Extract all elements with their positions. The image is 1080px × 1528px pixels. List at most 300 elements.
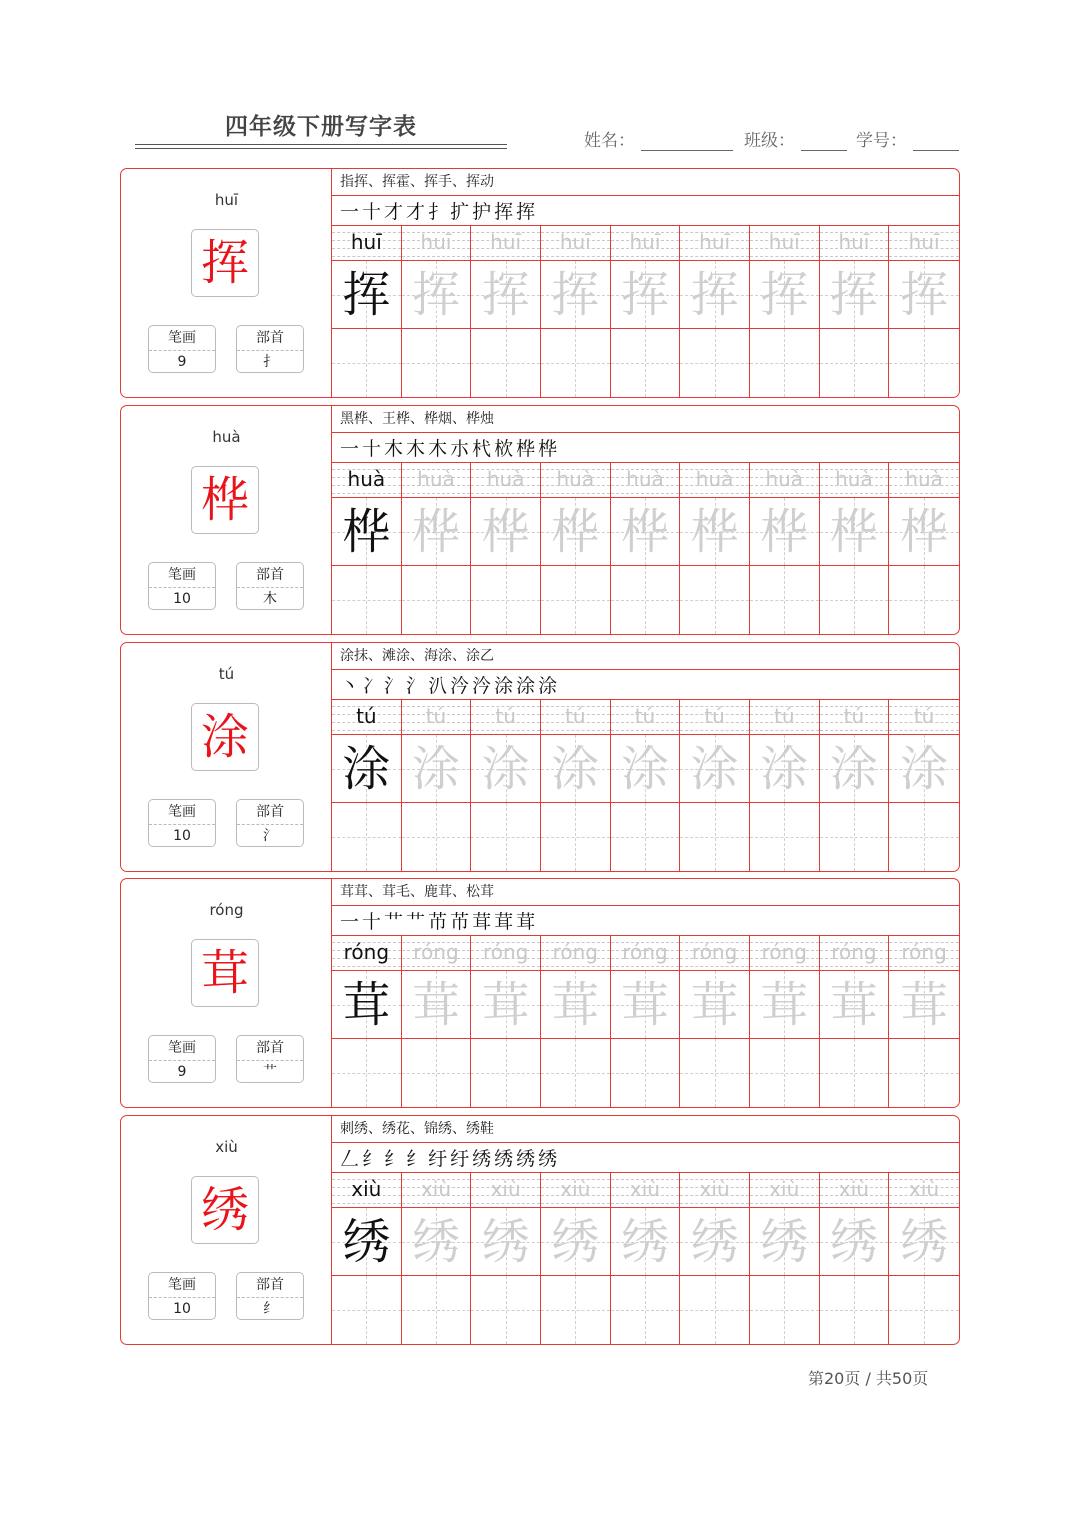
- practice-grid: [332, 1173, 959, 1344]
- pinyin-cell[interactable]: [889, 1173, 959, 1208]
- blank-tian-grid-cell[interactable]: [402, 329, 471, 397]
- character-card: [120, 1115, 960, 1345]
- blank-tian-grid-cell[interactable]: [750, 329, 819, 397]
- title-underline-double: [135, 148, 507, 149]
- blank-tian-grid-cell[interactable]: [680, 566, 749, 634]
- pinyin-cell[interactable]: [402, 936, 471, 971]
- pinyin-trace: róng: [552, 940, 598, 964]
- pinyin-trace: tú: [495, 704, 516, 728]
- tian-grid-cell[interactable]: [680, 1208, 749, 1276]
- char-trace: 挥: [481, 266, 530, 323]
- pinyin-trace: róng: [761, 940, 807, 964]
- tian-grid-cell[interactable]: [750, 735, 819, 803]
- stroke-order-step: 汃: [428, 675, 448, 697]
- char-display: 茸: [191, 939, 259, 1007]
- tian-grid-cell[interactable]: [611, 261, 680, 329]
- char-display: 挥: [191, 229, 259, 297]
- pinyin-trace: tú: [843, 704, 865, 728]
- stroke-order-step: 一: [340, 201, 360, 223]
- stroke-order-step: 氵: [384, 675, 404, 697]
- tian-grid-cell[interactable]: [680, 735, 749, 803]
- pinyin-cell[interactable]: [889, 936, 959, 971]
- practice-column: [332, 936, 402, 1107]
- char-model: 桦: [342, 503, 391, 560]
- char-trace: 挥: [411, 266, 460, 323]
- radical-label: 部首: [237, 563, 303, 588]
- blank-tian-grid-cell[interactable]: [471, 1276, 540, 1344]
- stroke-order-step: 十: [362, 438, 382, 460]
- stroke-order-step: 扌: [428, 201, 448, 223]
- char-trace: 挥: [900, 266, 949, 323]
- char-trace: 绣: [690, 1213, 739, 1270]
- tian-grid-cell[interactable]: [611, 735, 680, 803]
- page-number: 第20页 / 共50页: [808, 1369, 929, 1388]
- stroke-order-step: 绣: [472, 1148, 492, 1170]
- stroke-order-step: 艹: [384, 911, 404, 933]
- pinyin-cell[interactable]: [332, 1173, 401, 1208]
- practice-column: [402, 1173, 472, 1344]
- blank-tian-grid-cell[interactable]: [889, 329, 959, 397]
- tian-grid-cell[interactable]: [541, 498, 610, 566]
- radical-box: [236, 562, 304, 610]
- blank-tian-grid-cell[interactable]: [332, 803, 401, 871]
- pinyin-trace: huī: [420, 230, 452, 254]
- stroke-order-step: 汵: [450, 675, 470, 697]
- blank-tian-grid-cell[interactable]: [402, 1276, 471, 1344]
- worksheet-header: [0, 0, 1080, 160]
- pinyin-cell[interactable]: [471, 1173, 540, 1208]
- char-trace: 桦: [551, 503, 600, 560]
- stroke-order-step: 绣: [516, 1148, 536, 1170]
- stroke-order-step: 茸: [516, 911, 536, 933]
- blank-tian-grid-cell[interactable]: [820, 1276, 889, 1344]
- stroke-count-box: [148, 799, 216, 847]
- stroke-order-step: 绣: [494, 1148, 514, 1170]
- char-display: 绣: [191, 1176, 259, 1244]
- pinyin-cell[interactable]: [402, 1173, 471, 1208]
- pinyin-trace: xiù: [420, 1177, 452, 1201]
- tian-grid-cell[interactable]: [750, 261, 819, 329]
- tian-grid-cell[interactable]: [820, 261, 889, 329]
- pinyin-cell[interactable]: [332, 936, 401, 971]
- name-field[interactable]: [584, 126, 733, 151]
- pinyin-cell[interactable]: [402, 700, 471, 735]
- pinyin-trace: róng: [691, 940, 738, 964]
- practice-column: [402, 463, 472, 634]
- character-card: [120, 878, 960, 1108]
- tian-grid-cell[interactable]: [889, 498, 959, 566]
- char-trace: 挥: [690, 266, 739, 323]
- pinyin-trace: róng: [482, 940, 529, 964]
- stroke-order-step: 桦: [538, 438, 558, 460]
- stroke-count-value: 10: [173, 828, 191, 844]
- pinyin-cell[interactable]: [889, 226, 959, 261]
- stroke-order-step: 杙: [472, 438, 492, 460]
- pinyin-trace: róng: [831, 940, 877, 964]
- blank-tian-grid-cell[interactable]: [541, 1039, 610, 1107]
- radical-label: 部首: [237, 1273, 303, 1298]
- stroke-count-label: 笔画: [149, 1273, 215, 1298]
- blank-tian-grid-cell[interactable]: [541, 1276, 610, 1344]
- tian-grid-cell[interactable]: [750, 498, 819, 566]
- practice-column: [611, 936, 681, 1107]
- student-id-blank[interactable]: [913, 132, 959, 151]
- pinyin-cell[interactable]: [680, 226, 749, 261]
- char-trace: 桦: [900, 503, 949, 560]
- stroke-order-step: 十: [362, 911, 382, 933]
- student-id-field[interactable]: [856, 126, 959, 151]
- char-trace: 绣: [551, 1213, 600, 1270]
- tian-grid-cell[interactable]: [889, 1208, 959, 1276]
- tian-grid-cell[interactable]: [820, 498, 889, 566]
- pinyin-cell[interactable]: [611, 226, 680, 261]
- practice-column: [611, 1173, 681, 1344]
- radical-box: [236, 1035, 304, 1083]
- blank-tian-grid-cell[interactable]: [471, 1039, 540, 1107]
- pinyin-cell[interactable]: [611, 463, 680, 498]
- pinyin-cell[interactable]: [611, 700, 680, 735]
- blank-tian-grid-cell[interactable]: [889, 566, 959, 634]
- stroke-order-row: [332, 906, 959, 936]
- pinyin-cell[interactable]: [541, 463, 610, 498]
- tian-grid-cell[interactable]: [680, 971, 749, 1039]
- pinyin-trace: xiù: [909, 1177, 940, 1201]
- pinyin-cell[interactable]: [541, 700, 610, 735]
- tian-grid-cell[interactable]: [471, 971, 540, 1039]
- char-trace: 绣: [829, 1213, 878, 1270]
- tian-grid-cell[interactable]: [820, 735, 889, 803]
- radical-label: 部首: [237, 326, 303, 351]
- practice-column: [471, 700, 541, 871]
- char-model: 挥: [342, 266, 391, 323]
- char-trace: 茸: [900, 976, 949, 1033]
- radical-box: [236, 799, 304, 847]
- blank-tian-grid-cell[interactable]: [820, 566, 889, 634]
- char-pinyin: huī: [214, 191, 239, 209]
- practice-grid: [332, 463, 959, 634]
- pinyin-cell[interactable]: [541, 1173, 610, 1208]
- pinyin-cell[interactable]: [402, 463, 471, 498]
- class-blank[interactable]: [801, 132, 847, 151]
- stroke-count-value: 10: [173, 1301, 191, 1317]
- radical-box: [236, 325, 304, 373]
- class-field[interactable]: [744, 126, 847, 151]
- tian-grid-cell[interactable]: [541, 261, 610, 329]
- practice-column: [750, 700, 820, 871]
- tian-grid-cell[interactable]: [332, 1208, 401, 1276]
- pinyin-model: huà: [347, 467, 386, 491]
- stroke-order-step: 桦: [516, 438, 536, 460]
- tian-grid-cell[interactable]: [750, 971, 819, 1039]
- pinyin-cell[interactable]: [820, 1173, 889, 1208]
- blank-tian-grid-cell[interactable]: [611, 803, 680, 871]
- stroke-count-label: 笔画: [149, 1036, 215, 1061]
- blank-tian-grid-cell[interactable]: [750, 566, 819, 634]
- blank-tian-grid-cell[interactable]: [680, 1276, 749, 1344]
- blank-tian-grid-cell[interactable]: [680, 1039, 749, 1107]
- stroke-order-step: 木: [384, 438, 404, 460]
- blank-tian-grid-cell[interactable]: [471, 329, 540, 397]
- practice-column: [541, 463, 611, 634]
- char-model: 涂: [342, 740, 391, 797]
- stroke-order-step: 茸: [472, 911, 492, 933]
- blank-tian-grid-cell[interactable]: [332, 1039, 401, 1107]
- tian-grid-cell[interactable]: [541, 735, 610, 803]
- pinyin-cell[interactable]: [750, 936, 819, 971]
- char-trace: 茸: [481, 976, 530, 1033]
- stroke-count-box: [148, 562, 216, 610]
- tian-grid-cell[interactable]: [611, 498, 680, 566]
- example-words: 涂抹、滩涂、海涂、涂乙: [332, 643, 959, 670]
- tian-grid-cell[interactable]: [402, 735, 471, 803]
- stroke-order-step: 护: [472, 201, 492, 223]
- blank-tian-grid-cell[interactable]: [820, 329, 889, 397]
- blank-tian-grid-cell[interactable]: [541, 329, 610, 397]
- character-card: [120, 168, 960, 398]
- pinyin-cell[interactable]: [889, 463, 959, 498]
- practice-column: [471, 226, 541, 397]
- char-trace: 桦: [829, 503, 878, 560]
- pinyin-cell[interactable]: [680, 700, 749, 735]
- stroke-order-step: 涂: [494, 675, 514, 697]
- pinyin-trace: huī: [629, 230, 661, 254]
- stroke-count-box: [148, 325, 216, 373]
- blank-tian-grid-cell[interactable]: [611, 1039, 680, 1107]
- tian-grid-cell[interactable]: [402, 498, 471, 566]
- blank-tian-grid-cell[interactable]: [820, 1039, 889, 1107]
- tian-grid-cell[interactable]: [889, 261, 959, 329]
- stroke-order-step: 纟: [362, 1148, 382, 1170]
- tian-grid-cell[interactable]: [332, 735, 401, 803]
- pinyin-cell[interactable]: [332, 463, 401, 498]
- char-info-panel: [121, 1116, 332, 1344]
- char-trace: 绣: [620, 1213, 669, 1270]
- stroke-order-step: 绣: [538, 1148, 558, 1170]
- tian-grid-cell[interactable]: [332, 971, 401, 1039]
- pinyin-cell[interactable]: [402, 226, 471, 261]
- blank-tian-grid-cell[interactable]: [332, 566, 401, 634]
- practice-grid: [332, 700, 959, 871]
- tian-grid-cell[interactable]: [332, 261, 401, 329]
- stroke-order-step: 挥: [494, 201, 514, 223]
- pinyin-cell[interactable]: [820, 463, 889, 498]
- pinyin-cell[interactable]: [750, 226, 819, 261]
- char-pinyin: tú: [218, 665, 235, 683]
- practice-column: [541, 1173, 611, 1344]
- tian-grid-cell[interactable]: [541, 971, 610, 1039]
- pinyin-cell[interactable]: [332, 226, 401, 261]
- tian-grid-cell[interactable]: [402, 1208, 471, 1276]
- pinyin-cell[interactable]: [332, 700, 401, 735]
- char-trace: 桦: [481, 503, 530, 560]
- tian-grid-cell[interactable]: [402, 971, 471, 1039]
- pinyin-cell[interactable]: [680, 463, 749, 498]
- stroke-order-step: 一: [340, 438, 360, 460]
- pinyin-cell[interactable]: [820, 936, 889, 971]
- char-trace: 涂: [551, 740, 600, 797]
- practice-column: [889, 463, 959, 634]
- blank-tian-grid-cell[interactable]: [750, 1039, 819, 1107]
- blank-tian-grid-cell[interactable]: [611, 329, 680, 397]
- pinyin-trace: tú: [634, 704, 656, 728]
- pinyin-trace: xiù: [769, 1177, 800, 1201]
- blank-tian-grid-cell[interactable]: [889, 803, 959, 871]
- blank-tian-grid-cell[interactable]: [889, 1039, 959, 1107]
- pinyin-trace: tú: [565, 704, 586, 728]
- pinyin-cell[interactable]: [750, 700, 819, 735]
- practice-column: [541, 936, 611, 1107]
- tian-grid-cell[interactable]: [611, 971, 680, 1039]
- blank-tian-grid-cell[interactable]: [680, 803, 749, 871]
- tian-grid-cell[interactable]: [680, 498, 749, 566]
- char-trace: 涂: [829, 740, 878, 797]
- tian-grid-cell[interactable]: [820, 1208, 889, 1276]
- tian-grid-cell[interactable]: [471, 735, 540, 803]
- example-words: 指挥、挥霍、挥手、挥动: [332, 169, 959, 196]
- practice-column: [541, 700, 611, 871]
- tian-grid-cell[interactable]: [889, 971, 959, 1039]
- blank-tian-grid-cell[interactable]: [332, 1276, 401, 1344]
- char-info-panel: [121, 643, 332, 871]
- blank-tian-grid-cell[interactable]: [820, 803, 889, 871]
- blank-tian-grid-cell[interactable]: [471, 566, 540, 634]
- blank-tian-grid-cell[interactable]: [680, 329, 749, 397]
- pinyin-trace: xiù: [629, 1177, 660, 1201]
- practice-column: [820, 226, 890, 397]
- name-blank[interactable]: [641, 132, 733, 151]
- tian-grid-cell[interactable]: [471, 1208, 540, 1276]
- practice-column: [680, 226, 750, 397]
- blank-tian-grid-cell[interactable]: [889, 1276, 959, 1344]
- char-trace: 挥: [551, 266, 600, 323]
- pinyin-trace: tú: [704, 704, 725, 728]
- tian-grid-cell[interactable]: [471, 261, 540, 329]
- char-info-panel: [121, 169, 332, 397]
- blank-tian-grid-cell[interactable]: [611, 566, 680, 634]
- stroke-order-step: 纟: [384, 1148, 404, 1170]
- pinyin-cell[interactable]: [750, 463, 819, 498]
- char-trace: 绣: [900, 1213, 949, 1270]
- stroke-order-row: [332, 433, 959, 463]
- blank-tian-grid-cell[interactable]: [611, 1276, 680, 1344]
- blank-tian-grid-cell[interactable]: [402, 1039, 471, 1107]
- practice-column: [332, 700, 402, 871]
- blank-tian-grid-cell[interactable]: [402, 566, 471, 634]
- stroke-order-row: [332, 1143, 959, 1173]
- pinyin-trace: tú: [425, 704, 447, 728]
- blank-tian-grid-cell[interactable]: [541, 803, 610, 871]
- char-trace: 绣: [411, 1213, 460, 1270]
- pinyin-cell[interactable]: [750, 1173, 819, 1208]
- class-label: 班级：: [744, 131, 795, 151]
- pinyin-trace: huī: [908, 230, 940, 254]
- stroke-order-step: 冫: [362, 675, 382, 697]
- stroke-order-step: 芇: [428, 911, 448, 933]
- blank-tian-grid-cell[interactable]: [332, 329, 401, 397]
- pinyin-cell[interactable]: [611, 936, 680, 971]
- char-trace: 挥: [620, 266, 669, 323]
- char-trace: 桦: [411, 503, 460, 560]
- pinyin-cell[interactable]: [471, 463, 540, 498]
- practice-column: [332, 226, 402, 397]
- practice-grid: [332, 936, 959, 1107]
- practice-column: [611, 226, 681, 397]
- blank-tian-grid-cell[interactable]: [471, 803, 540, 871]
- pinyin-cell[interactable]: [541, 226, 610, 261]
- practice-grid: [332, 226, 959, 397]
- char-model: 茸: [342, 976, 391, 1033]
- tian-grid-cell[interactable]: [820, 971, 889, 1039]
- pinyin-cell[interactable]: [680, 936, 749, 971]
- pinyin-cell[interactable]: [611, 1173, 680, 1208]
- tian-grid-cell[interactable]: [402, 261, 471, 329]
- practice-column: [541, 226, 611, 397]
- stroke-order-step: 才: [384, 201, 404, 223]
- practice-column: [750, 1173, 820, 1344]
- practice-column: [889, 936, 959, 1107]
- char-trace: 绣: [760, 1213, 809, 1270]
- stroke-order-step: 栨: [494, 438, 514, 460]
- tian-grid-cell[interactable]: [680, 261, 749, 329]
- pinyin-cell[interactable]: [471, 700, 540, 735]
- char-trace: 桦: [760, 503, 809, 560]
- practice-column: [611, 700, 681, 871]
- char-trace: 涂: [411, 740, 460, 797]
- tian-grid-cell[interactable]: [611, 1208, 680, 1276]
- pinyin-trace: huà: [556, 467, 595, 491]
- pinyin-cell[interactable]: [680, 1173, 749, 1208]
- practice-column: [680, 463, 750, 634]
- pinyin-cell[interactable]: [820, 226, 889, 261]
- practice-column: [820, 1173, 890, 1344]
- char-info-panel: [121, 406, 332, 634]
- char-trace: 挥: [760, 266, 809, 323]
- stroke-order-step: 朩: [450, 438, 470, 460]
- char-trace: 茸: [551, 976, 600, 1033]
- title-underline: [135, 144, 507, 145]
- pinyin-model: róng: [343, 940, 390, 964]
- practice-column: [889, 226, 959, 397]
- pinyin-trace: róng: [413, 940, 459, 964]
- pinyin-cell[interactable]: [541, 936, 610, 971]
- blank-tian-grid-cell[interactable]: [750, 1276, 819, 1344]
- pinyin-trace: tú: [774, 704, 795, 728]
- pinyin-trace: huī: [838, 230, 870, 254]
- blank-tian-grid-cell[interactable]: [402, 803, 471, 871]
- char-trace: 涂: [481, 740, 530, 797]
- pinyin-trace: huī: [559, 230, 591, 254]
- pinyin-cell[interactable]: [471, 936, 540, 971]
- tian-grid-cell[interactable]: [889, 735, 959, 803]
- stroke-order-step: 一: [340, 911, 360, 933]
- pinyin-cell[interactable]: [471, 226, 540, 261]
- pinyin-trace: huà: [695, 467, 734, 491]
- pinyin-trace: huī: [490, 230, 522, 254]
- example-words: 刺绣、绣花、锦绣、绣鞋: [332, 1116, 959, 1143]
- stroke-order-row: [332, 670, 959, 700]
- stroke-order-step: 艹: [406, 911, 426, 933]
- pinyin-cell[interactable]: [889, 700, 959, 735]
- tian-grid-cell[interactable]: [541, 1208, 610, 1276]
- char-trace: 涂: [690, 740, 739, 797]
- blank-tian-grid-cell[interactable]: [541, 566, 610, 634]
- pinyin-cell[interactable]: [820, 700, 889, 735]
- tian-grid-cell[interactable]: [471, 498, 540, 566]
- tian-grid-cell[interactable]: [750, 1208, 819, 1276]
- tian-grid-cell[interactable]: [332, 498, 401, 566]
- pinyin-trace: tú: [913, 704, 935, 728]
- blank-tian-grid-cell[interactable]: [750, 803, 819, 871]
